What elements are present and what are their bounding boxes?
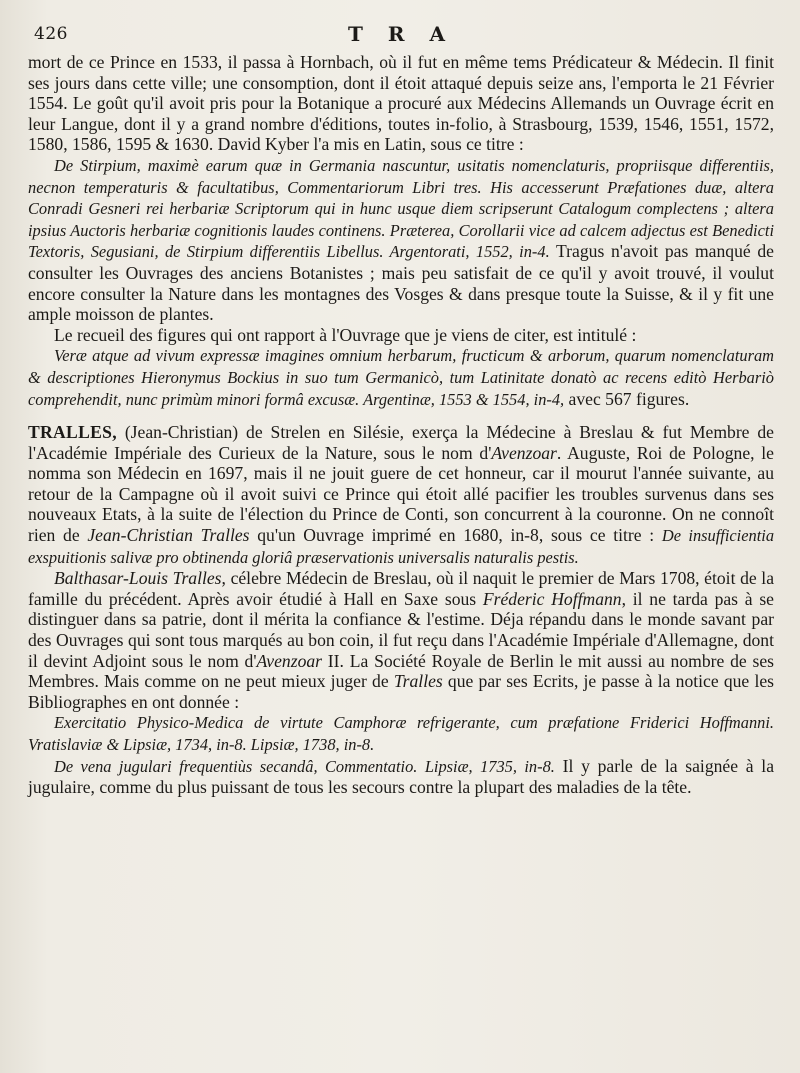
tralles-alias-2: Avenzoar (256, 650, 323, 671)
page-header (28, 22, 774, 52)
tralles-text-2c: II. La Société Royale de Berlin le mit aussi au nombre de ses Membres. Mais comme on ne peut mieux juger de (28, 650, 774, 692)
tragus-text-2: Tragus n'avoit pas manqué de consulter les Ouvrages des anciens Botanistes ; mais peu satisfait de ce qu'il y avoit trouvé, il voulut encore consulter la Nature dans les montagnes des Vosges & dans presque toute la Suisse, & il y fit une ample moisson de plantes. (28, 241, 774, 325)
tralles-name-italic-2: Tralles (393, 671, 443, 692)
tragus-text-4: avec 567 figures. (564, 388, 690, 409)
tralles-title-vena: De vena jugulari frequentiùs secandâ, Commentatio. Lipsiæ, 1735, in-8. (54, 756, 555, 776)
tralles-paragraph-3 (28, 712, 774, 755)
tralles-title-camphora: Exercitatio Physico-Medica de virtute Camphoræ refrigerante, cum præfatione Friderici Hoffmanni. Vratislaviæ & Lipsiæ, 1734, in-8. Lipsiæ, 1738, in-8. (28, 713, 774, 754)
tralles-alias-1: Avenzoar (491, 442, 557, 463)
tragus-text-1: mort de ce Prince en 1533, il passa à Hornbach, où il fut en même tems Prédicateur & Médecin. Il finit ses jours dans cette ville; une consomption, dont il étoit attaqué depuis seize ans, l'emporta le 21 Février 1554. Le goût qu'il avoit pris pour la Botanique a procuré aux Médecins Allemands un Ouvrage écrit en leur Langue, dont il y a grand nombre d'éditions, toutes in-folio, à Strasbourg, 1539, 1546, 1551, 1572, 1580, 1586, 1595 & 1630. David Kyber l'a mis en Latin, sous ce titre : (28, 52, 774, 155)
running-head: T R A (348, 22, 454, 46)
tralles-text-2d: que par ses Ecrits, je passe à la notice que les Bibliographes en ont donnée : (28, 671, 774, 712)
tragus-paragraph-3 (28, 325, 774, 346)
tralles-paragraph-4 (28, 756, 774, 798)
tralles-title-insufficientia: De insufficientia exspuitionis salivæ pro obtinenda gloriâ præservationis universalis naturalis pestis. (28, 526, 775, 567)
tralles-text-2b: , il ne tarda pas à se distinguer dans sa patrie, dont il mérita la confiance & l'estime. Déja répandu dans le monde savant par des Ouvrages qui sont tous marqués au bon coin, il fut reçu dans l'Académie Impériale d'Allemagne, dont il devint Adjoint sous le nom d' (28, 588, 774, 671)
tragus-title-stirpium: De Stirpium, maximè earum quæ in Germania nascuntur, usitatis nomenclaturis, propriisque differentiis, necnon temperaturis & facultatibus, Commentariorum Libri tres. His accesserunt Præfationes duæ, altera Conradi Gesneri rei herbariæ Scriptorum qui in hunc usque diem scripserunt Catalogum complectens ; altera ipsius Auctoris herbariæ cognitionis laudes continens. Præterea, Corollarii vice ad calcem adjectus est Benedicti Textoris, Segusiani, de Stirpium differentiis Libellus. Argentorati, 1552, in-4. (28, 155, 774, 262)
tralles-paragraph-1 (28, 422, 774, 568)
tralles-paragraph-2 (28, 568, 774, 712)
tragus-title-imagines: Veræ atque ad vivum expressæ imagines omnium herbarum, fructicum & arborum, quarum nomenclaturam & descriptiones Hieronymus Bockius in suo tum Germanicò, tum Latinitate donatò ac recens editò Herbariò comprehendit, nunc primùm minori formâ excusæ. Argentinæ, 1553 & 1554, in-4, (28, 346, 774, 409)
tragus-paragraph-2 (28, 155, 774, 325)
hoffmann-name: Fréderic Hoffmann (482, 588, 622, 609)
tralles-text-1b: . Auguste, Roi de Pologne, le nomma son Médecin en 1697, mais il ne jouit guere de cet honneur, car il mourut l'année suivante, au retour de la Campagne où il avoit suivi ce Prince qui étoit allé pacifier les troubles survenus dans ses nouveaux Etats, à la suite de l'élection du Prince de Conti, son concurrent à la couronne. On ne connoît rien de (28, 442, 774, 546)
tragus-paragraph-1 (28, 52, 774, 155)
tralles-text-2a: , célebre Médecin de Breslau, où il naquit le premier de Mars 1708, étoit de la famille du précédent. Après avoir étudié à Hall en Saxe sous (28, 568, 774, 609)
tralles-text-1a: (Jean-Christian) de Strelen en Silésie, exerça la Médecine à Breslau & fut Membre de l'Académie Impériale des Curieux de la Nature, sous le nom d' (28, 422, 774, 463)
page-number: 426 (34, 24, 68, 44)
tralles-text-4: Il y parle de la saignée à la jugulaire, comme du plus puissant de tous les secours contre la plupart des maladies de la tête. (28, 755, 774, 798)
tralles-name-italic: Jean-Christian Tralles (87, 525, 250, 546)
page-body (28, 52, 774, 798)
tralles-text-1c: qu'un Ouvrage imprimé en 1680, in-8, sous ce titre : (249, 525, 662, 546)
entry-headword-tralles: TRALLES, (28, 422, 117, 443)
tragus-text-3: Le recueil des figures qui ont rapport à l'Ouvrage que je viens de citer, est intitulé : (54, 324, 637, 345)
balthasar-name: Balthasar-Louis Tralles (54, 568, 222, 589)
tragus-paragraph-4 (28, 345, 774, 410)
